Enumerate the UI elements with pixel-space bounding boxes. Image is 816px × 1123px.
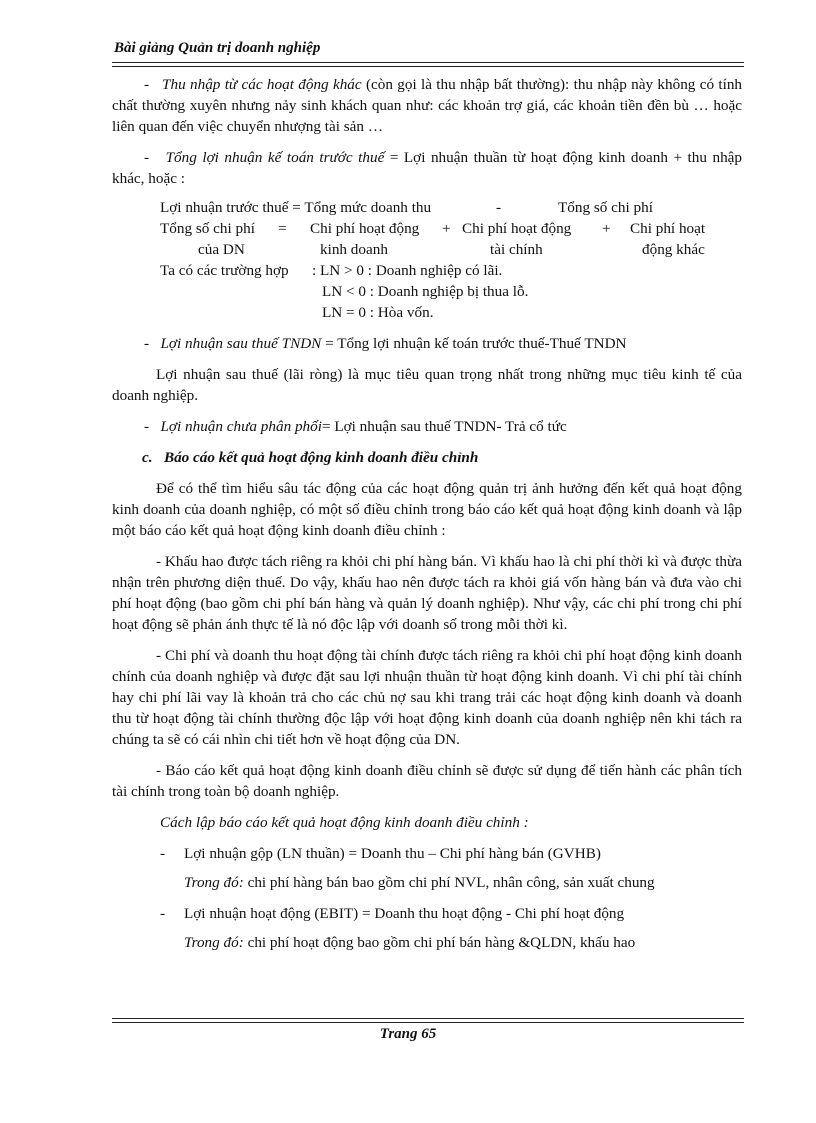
note-label: Trong đó: [184, 934, 244, 951]
dash-marker: - [144, 418, 150, 435]
page-header-title: Bài giảng Quản trị doanh nghiệp [114, 40, 321, 56]
formula-line-2 [112, 218, 742, 239]
formula-2-term2: Chi phí hoạt động [462, 220, 572, 237]
paragraph-after-tax-profit [112, 333, 742, 354]
formula-3-a: của DN [198, 241, 245, 258]
dash-marker: - [160, 905, 166, 922]
formula-4-b: : LN > 0 : Doanh nghiệp có lãi. [312, 262, 503, 279]
paragraph-pretax-profit [112, 147, 742, 189]
header-rule [112, 62, 744, 67]
formula-3-c: tài chính [490, 241, 543, 258]
dash-marker: - [144, 76, 150, 93]
paragraph-financial-costs: - Chi phí và doanh thu hoạt động tài chính được tách riêng ra khỏi chi phí hoạt động kinh doanh chính của doanh nghiệp và được đặt sau lợi nhuận thuần từ hoạt động kinh doanh. Vì chi phí tài chính hay chi phí lãi vay là khoản trả cho các chủ nợ sau khi trang trải các hoạt động kinh doanh và doanh thu từ hoạt động tài chính thường độc lập với hoạt động kinh doanh của doanh nghiệp nên khi tách ra chúng ta sẽ có cái nhìn chi tiết hơn về hoạt động của DN. [112, 647, 742, 748]
term-retained-earnings: Lợi nhuận chưa phân phối [160, 418, 322, 435]
formula-line-1 [112, 197, 742, 218]
section-title: Báo cáo kết quả hoạt động kinh doanh điều chỉnh [163, 449, 479, 466]
formula-5-a: LN < 0 : Doanh nghiệp bị thua lỗ. [322, 283, 529, 300]
formula-2-eq: = [278, 220, 287, 237]
note-label: Trong đó: [184, 874, 244, 891]
footer-rule [112, 1018, 744, 1023]
paragraph-other-income [112, 74, 742, 137]
formula-2-term1: Chi phí hoạt động [310, 220, 420, 237]
page-number: Trang 65 [379, 1026, 437, 1042]
formula-line-3 [112, 239, 742, 260]
method-item-ebit-note [112, 932, 742, 953]
note-text: chi phí hoạt động bao gồm chi phí bán hàng &QLDN, khấu hao [243, 934, 636, 951]
text-other-income: (còn gọi là thu nhập bất thường): thu nhập này không có tính chất thường xuyên nhưng nảy sinh khách quan như: các khoản trợ giá, các khoản tiền đền bù … hoặc liên quan đến việc chuyển nhượng tài sản … [112, 76, 743, 135]
formula-1-op: - [496, 199, 502, 216]
formula-4-a: Ta có các trường hợp [160, 262, 289, 279]
page-body [112, 74, 742, 963]
formula-line-4 [112, 260, 742, 281]
term-other-income: Thu nhập từ các hoạt động khác [162, 76, 362, 93]
formula-line-5 [112, 281, 742, 302]
formula-1-lhs: Lợi nhuận trước thuế = Tổng mức doanh thu [160, 199, 432, 216]
dash-marker: - [144, 149, 150, 166]
method-item-gross-profit-note [112, 872, 742, 893]
paragraph-adjusted-report-usage: - Báo cáo kết quả hoạt động kinh doanh điều chỉnh sẽ được sử dụng để tiến hành các phân tích tài chính trong toàn bộ doanh nghiệp. [112, 762, 742, 800]
text-after-tax-profit: = Tổng lợi nhuận kế toán trước thuế-Thuế TNDN [321, 335, 627, 352]
formula-3-b: kinh doanh [320, 241, 388, 258]
formula-1-rhs: Tổng số chi phí [558, 199, 653, 216]
formula-2-plus1: + [442, 220, 451, 237]
text-pretax-profit: = Lợi nhuận thuần từ hoạt động kinh doanh + thu nhập khác, hoặc : [112, 149, 742, 187]
paragraph-depreciation: - Khấu hao được tách riêng ra khỏi chi phí hàng bán. Vì khấu hao là chi phí thời kì và được thừa nhận trên phương diện thuế. Do vậy, khấu hao nên được tách ra khỏi giá vốn hàng bán và đưa vào chi phí hoạt động (bao gồm chi phí bán hàng và quản lý doanh nghiệp). Như vậy, các chi phí trong chi phí hoạt động sẽ phản ánh thực tế là nó độc lập với doanh số trong mỗi thời kì. [112, 553, 742, 633]
term-after-tax-profit: Lợi nhuận sau thuế TNDN [160, 335, 322, 352]
method-item-line: Lợi nhuận hoạt động (EBIT) = Doanh thu hoạt động - Chi phí hoạt động [184, 905, 625, 922]
method-title: Cách lập báo cáo kết quả hoạt động kinh doanh điều chỉnh : [160, 814, 529, 831]
formula-2-term3: Chi phí hoạt [630, 220, 706, 237]
formula-3-d: động khác [642, 241, 705, 258]
method-item-ebit [112, 903, 742, 924]
formula-2-plus2: + [602, 220, 611, 237]
paragraph-retained-earnings [112, 416, 742, 437]
method-item-gross-profit [112, 843, 742, 864]
section-label: c. [142, 449, 153, 466]
method-item-line: Lợi nhuận gộp (LN thuần) = Doanh thu – Chi phí hàng bán (GVHB) [184, 845, 601, 862]
note-text: chi phí hàng bán bao gồm chi phí NVL, nhân công, sản xuất chung [243, 874, 655, 891]
section-heading-c [142, 447, 742, 468]
dash-marker: - [160, 845, 166, 862]
formula-line-6 [112, 302, 742, 323]
formula-6-a: LN = 0 : Hòa vốn. [322, 304, 434, 321]
text-retained-earnings: = Lợi nhuận sau thuế TNDN- Trả cổ tức [321, 418, 567, 435]
paragraph-net-profit-goal: Lợi nhuận sau thuế (lãi ròng) là mục tiêu quan trọng nhất trong những mục tiêu kinh tế của doanh nghiệp. [112, 366, 742, 404]
term-pretax-profit: Tổng lợi nhuận kế toán trước thuế [165, 149, 385, 166]
dash-marker: - [144, 335, 150, 352]
paragraph-adjusted-report-intro: Để có thể tìm hiểu sâu tác động của các hoạt động quản trị ảnh hưởng đến kết quả hoạt động kinh doanh của doanh nghiệp, có một số điều chỉnh trong báo cáo kết quả hoạt động kinh doanh và lập một báo cáo kết quả hoạt động kinh doanh điều chỉnh : [112, 480, 742, 539]
formula-2-lhs: Tổng số chi phí [160, 220, 255, 237]
